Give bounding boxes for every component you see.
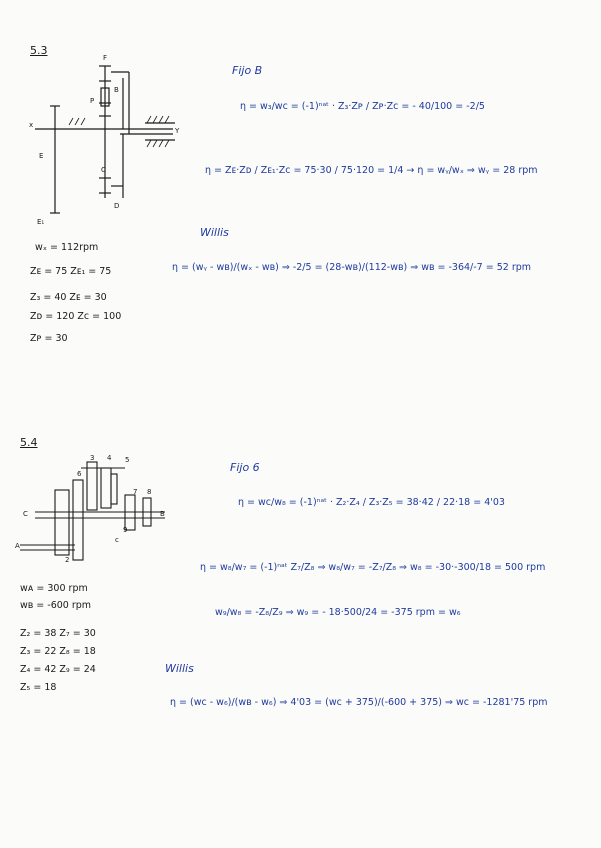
label-c-lower: c bbox=[115, 536, 119, 544]
given-line: Zᴇ = 75 Zᴇ₁ = 75 bbox=[30, 266, 112, 277]
label-x: x bbox=[29, 121, 34, 129]
label-c: C bbox=[101, 166, 106, 174]
section-5-3-heading: 5.3 bbox=[30, 44, 48, 57]
given-line: Z₂ = 38 Z₇ = 30 bbox=[20, 628, 96, 639]
section-5-4-heading: 5.4 bbox=[20, 436, 38, 449]
label-a: A bbox=[15, 542, 20, 550]
label-b: B bbox=[114, 86, 119, 94]
fijo-b-title: Fijo B bbox=[232, 64, 263, 77]
label-5: 5 bbox=[125, 456, 130, 464]
label-d: D bbox=[114, 202, 120, 210]
equation-4: η = wᴄ/w₈ = (-1)ⁿᵃᵗ · Z₂·Z₄ / Z₃·Z₅ = 38·42 / 22·18 = 4'03 bbox=[238, 497, 505, 508]
gear-train-diagram-5-4 bbox=[15, 450, 175, 570]
given-line: Z₃ = 40 Zᴇ = 30 bbox=[30, 292, 107, 303]
equation-2: η = Zᴇ·Zᴅ / Zᴇ₁·Zᴄ = 75·30 / 75·120 = 1/4 → η = wᵧ/wₓ ⇒ wᵧ = 28 rpm bbox=[205, 165, 538, 176]
label-f: F bbox=[103, 54, 108, 62]
equation-7: η = (wᴄ - w₆)/(wʙ - w₆) ⇒ 4'03 = (wᴄ + 375)/(-600 + 375) ⇒ wᴄ = -1281'75 rpm bbox=[170, 697, 548, 708]
equation-1: η = w₃/wᴄ = (-1)ⁿᵃᵗ · Z₃·Zᴘ / Zᴘ·Zᴄ = - 40/100 = -2/5 bbox=[240, 101, 485, 112]
label-b: B bbox=[160, 510, 165, 518]
equation-6: w₉/w₈ = -Z₈/Z₉ ⇒ w₉ = - 18·500/24 = -375 rpm = w₆ bbox=[215, 607, 461, 618]
given-line: wᴀ = 300 rpm bbox=[20, 583, 88, 594]
label-e: E bbox=[39, 152, 44, 160]
label-7: 7 bbox=[133, 488, 138, 496]
label-8: 8 bbox=[147, 488, 152, 496]
label-e1: E₁ bbox=[37, 218, 45, 226]
given-line: Zᴅ = 120 Zᴄ = 100 bbox=[30, 311, 122, 322]
willis-title: Willis bbox=[200, 226, 229, 239]
equation-5: η = w₈/w₇ = (-1)ⁿᵃᵗ Z₇/Z₈ ⇒ w₈/w₇ = -Z₇/Z₈ ⇒ w₈ = -30·-300/18 = 500 rpm bbox=[200, 562, 546, 573]
label-6: 6 bbox=[77, 470, 82, 478]
given-line: wʙ = -600 rpm bbox=[20, 600, 92, 611]
willis-title-2: Willis bbox=[165, 662, 194, 675]
fijo-6-title: Fijo 6 bbox=[230, 461, 260, 474]
label-y: Y bbox=[175, 127, 180, 135]
given-line: Zᴘ = 30 bbox=[30, 333, 68, 344]
label-2: 2 bbox=[65, 556, 70, 564]
label-c-upper: C bbox=[23, 510, 28, 518]
label-p: P bbox=[90, 97, 95, 105]
equation-3: η = (wᵧ - wʙ)/(wₓ - wʙ) ⇒ -2/5 = (28-wʙ)/(112-wʙ) ⇒ wʙ = -364/-7 = 52 rpm bbox=[172, 262, 532, 273]
label-9: 9 bbox=[123, 526, 128, 534]
given-line: wₓ = 112rpm bbox=[35, 242, 99, 253]
gear-train-diagram-5-3 bbox=[25, 48, 205, 233]
given-line: Z₅ = 18 bbox=[20, 682, 57, 693]
label-3: 3 bbox=[90, 454, 95, 462]
label-4: 4 bbox=[107, 454, 112, 462]
given-line: Z₄ = 42 Z₉ = 24 bbox=[20, 664, 96, 675]
given-line: Z₃ = 22 Z₈ = 18 bbox=[20, 646, 96, 657]
